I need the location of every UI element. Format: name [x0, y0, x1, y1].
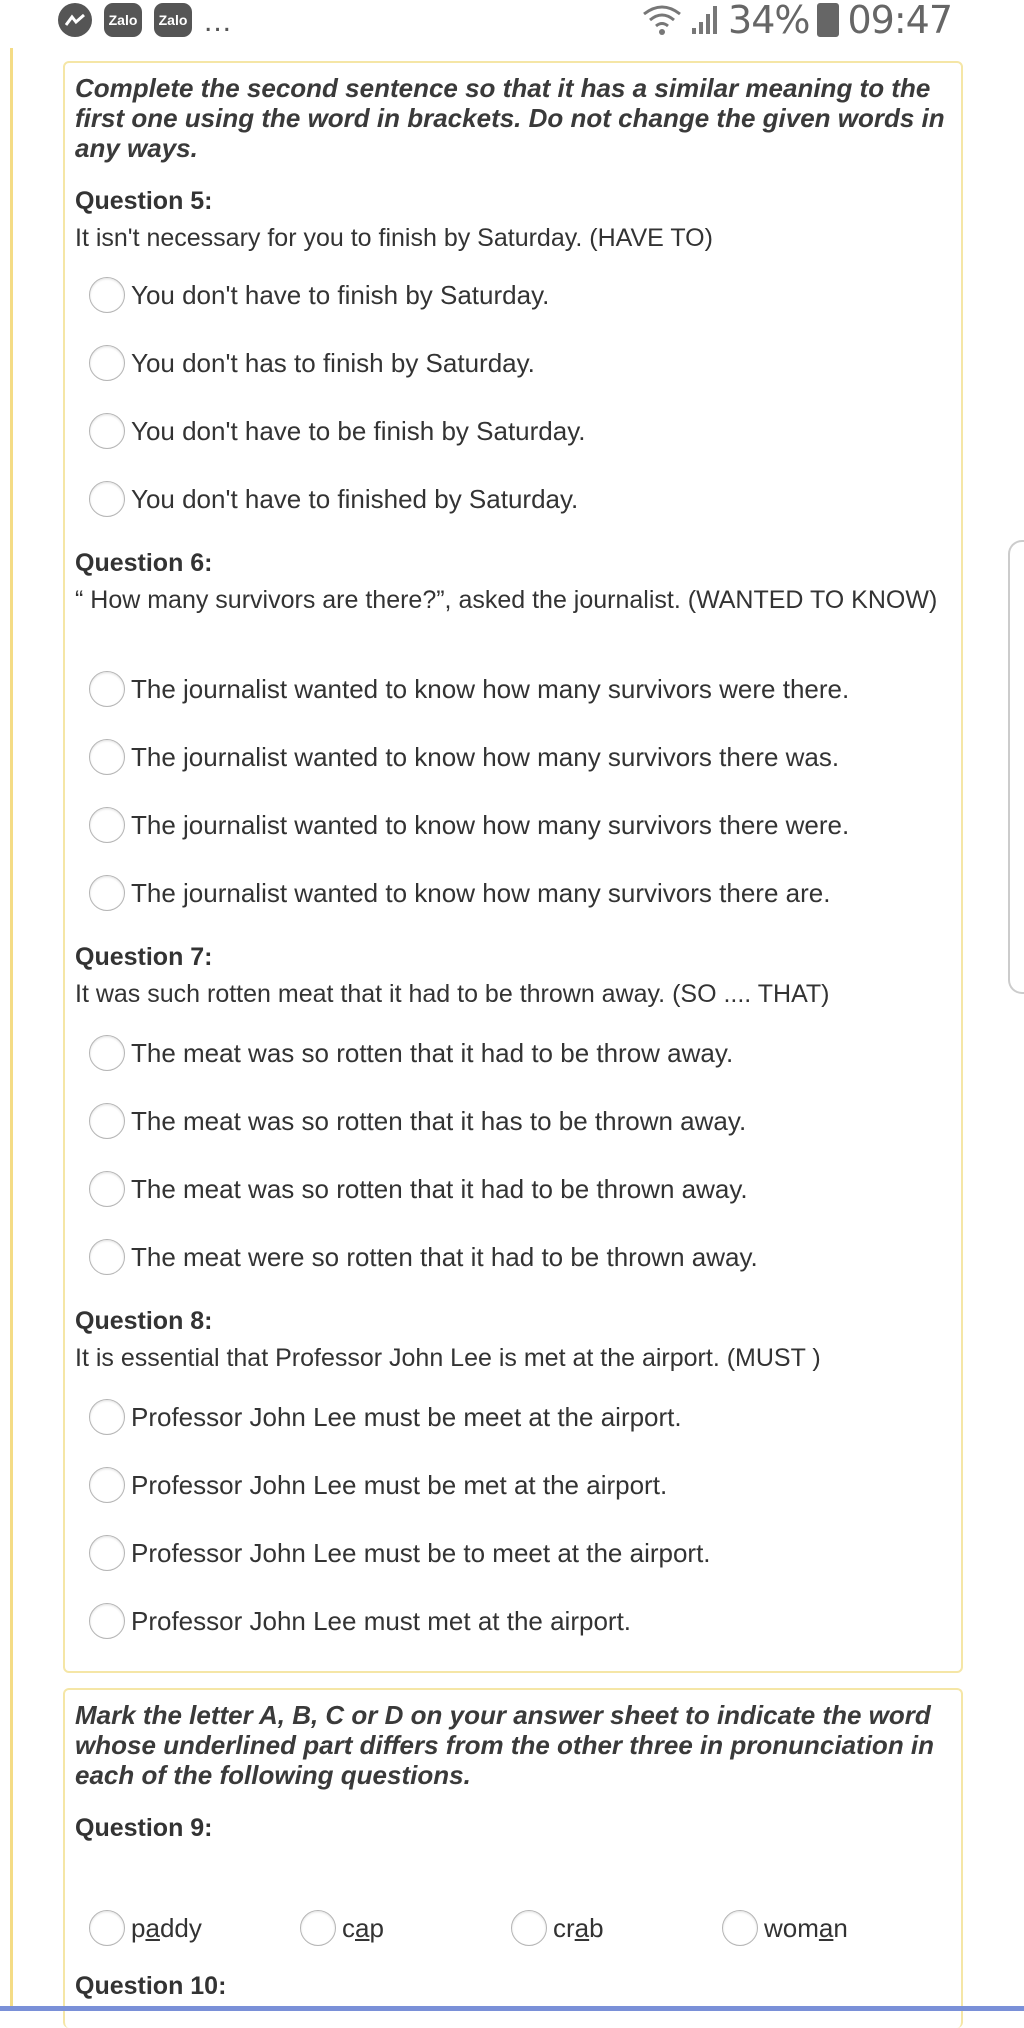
answer-option[interactable]	[89, 479, 578, 519]
radio-button[interactable]	[89, 807, 125, 843]
question-text: “ How many survivors are there?”, asked the journalist. (WANTED TO KNOW)	[75, 586, 938, 614]
system-icons	[642, 0, 952, 40]
radio-button[interactable]	[89, 739, 125, 775]
option-label: The meat was so rotten that it had to be throw away.	[131, 1037, 734, 1068]
answer-option[interactable]	[89, 1169, 748, 1209]
answer-option[interactable]	[89, 1033, 733, 1073]
radio-button[interactable]	[722, 1910, 758, 1946]
edge-panel-handle[interactable]	[1008, 540, 1024, 994]
question-text: It is essential that Professor John Lee is met at the airport. (MUST )	[75, 1344, 821, 1372]
notification-icons	[58, 0, 232, 40]
option-label: The meat was so rotten that it had to be thrown away.	[131, 1173, 748, 1204]
option-label: You don't have to finished by Saturday.	[131, 483, 579, 514]
left-divider	[10, 48, 13, 2011]
radio-button[interactable]	[89, 1467, 125, 1503]
question-title: Question 9:	[75, 1814, 213, 1842]
option-label: You don't has to finish by Saturday.	[131, 347, 535, 378]
status-bar	[0, 0, 1024, 44]
radio-button[interactable]	[89, 413, 125, 449]
zalo-icon: Zalo	[104, 3, 142, 37]
option-label: You don't have to finish by Saturday.	[131, 279, 550, 310]
radio-button[interactable]	[89, 1171, 125, 1207]
option-label: The meat was so rotten that it has to be thrown away.	[131, 1105, 747, 1136]
answer-option[interactable]	[89, 669, 849, 709]
option-label: crab	[553, 1912, 604, 1943]
radio-button[interactable]	[89, 345, 125, 381]
question-text: It isn't necessary for you to finish by Saturday. (HAVE TO)	[75, 224, 713, 252]
battery-percent: 34%	[728, 0, 810, 42]
answer-option[interactable]	[89, 1465, 667, 1505]
question-card-2	[63, 1688, 963, 2028]
option-label: You don't have to be finish by Saturday.	[131, 415, 586, 446]
radio-button[interactable]	[89, 1103, 125, 1139]
more-notifications-icon: ...	[204, 5, 233, 38]
radio-button[interactable]	[89, 1910, 125, 1946]
zalo-icon: Zalo	[154, 3, 192, 37]
option-label: Professor John Lee must be to meet at the airport.	[131, 1537, 711, 1568]
signal-icon	[690, 4, 720, 36]
option-label: Professor John Lee must be meet at the airport.	[131, 1401, 682, 1432]
option-label: woman	[764, 1912, 848, 1943]
answer-option[interactable]	[89, 1908, 202, 1948]
radio-button[interactable]	[89, 875, 125, 911]
option-label: The journalist wanted to know how many survivors were there.	[131, 673, 850, 704]
clock: 09:47	[847, 0, 952, 42]
question-card-1	[63, 61, 963, 1673]
answer-option[interactable]	[89, 1601, 631, 1641]
answer-option[interactable]	[89, 1533, 711, 1573]
answer-option[interactable]	[722, 1908, 848, 1948]
radio-button[interactable]	[89, 1035, 125, 1071]
radio-button[interactable]	[89, 277, 125, 313]
answer-option[interactable]	[511, 1908, 604, 1948]
option-label: The meat were so rotten that it had to be thrown away.	[131, 1241, 758, 1272]
wifi-icon	[642, 4, 682, 36]
instructions: Complete the second sentence so that it has a similar meaning to the first one using the word in brackets. Do not change the given words in any ways.	[75, 73, 945, 163]
question-title: Question 6:	[75, 549, 213, 577]
answer-option[interactable]	[89, 737, 839, 777]
answer-option[interactable]	[89, 1101, 746, 1141]
option-label: The journalist wanted to know how many survivors there was.	[131, 741, 840, 772]
answer-option[interactable]	[89, 873, 830, 913]
radio-button[interactable]	[89, 481, 125, 517]
question-title: Question 5:	[75, 187, 213, 215]
answer-option[interactable]	[89, 1237, 758, 1277]
answer-option[interactable]	[89, 343, 535, 383]
radio-button[interactable]	[89, 671, 125, 707]
option-label: The journalist wanted to know how many survivors there were.	[131, 809, 850, 840]
option-label: paddy	[131, 1912, 202, 1943]
answer-option[interactable]	[89, 1397, 682, 1437]
answer-option[interactable]	[300, 1908, 384, 1948]
option-label: The journalist wanted to know how many survivors there are.	[131, 877, 831, 908]
option-label: Professor John Lee must met at the airport.	[131, 1605, 632, 1636]
option-label: cap	[342, 1912, 384, 1943]
radio-button[interactable]	[89, 1535, 125, 1571]
radio-button[interactable]	[89, 1399, 125, 1435]
question-title: Question 7:	[75, 943, 213, 971]
battery-icon	[817, 3, 839, 37]
answer-option[interactable]	[89, 805, 849, 845]
question-title: Question 10:	[75, 1972, 227, 2000]
option-label: Professor John Lee must be met at the airport.	[131, 1469, 668, 1500]
radio-button[interactable]	[89, 1603, 125, 1639]
radio-button[interactable]	[89, 1239, 125, 1275]
radio-button[interactable]	[511, 1910, 547, 1946]
bottom-bar	[0, 2006, 1024, 2011]
instructions: Mark the letter A, B, C or D on your answer sheet to indicate the word whose underlined part differs from the other three in pronunciation in each of the following questions.	[75, 1700, 935, 1790]
answer-option[interactable]	[89, 275, 549, 315]
radio-button[interactable]	[300, 1910, 336, 1946]
messenger-icon	[58, 3, 92, 37]
question-title: Question 8:	[75, 1307, 213, 1335]
question-text: It was such rotten meat that it had to be thrown away. (SO .... THAT)	[75, 980, 830, 1008]
answer-option[interactable]	[89, 411, 586, 451]
